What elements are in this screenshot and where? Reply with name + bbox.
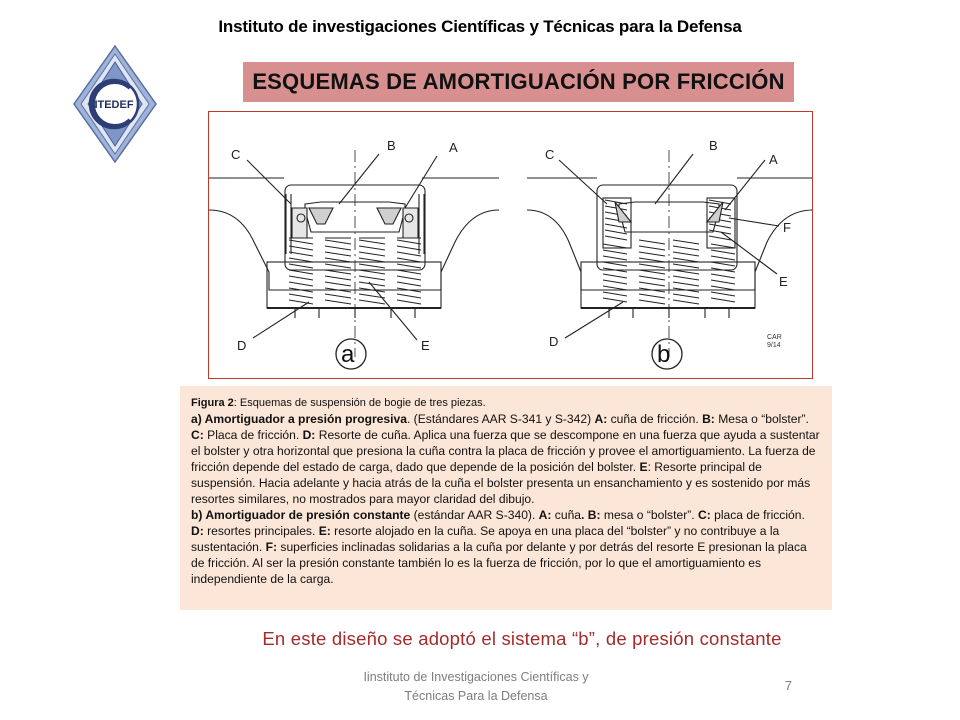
caption-figure-label: Figura 2	[191, 397, 234, 409]
conclusion-text: En este diseño se adoptó el sistema “b”, de presión constante	[262, 628, 782, 649]
footer-institute	[340, 668, 612, 706]
figure-caption	[180, 386, 832, 610]
suspension-figure	[208, 111, 813, 379]
svg-text:D: D	[237, 338, 247, 353]
slide-title: ESQUEMAS DE AMORTIGUACIÓN POR FRICCIÓN	[243, 62, 794, 102]
svg-text:a: a	[341, 341, 355, 368]
svg-text:ITEDEF: ITEDEF	[94, 99, 134, 111]
footer-line-2: Técnicas Para la Defensa	[404, 689, 548, 703]
svg-text:C: C	[231, 147, 241, 162]
page-number: 7	[784, 678, 792, 693]
itedef-logo	[70, 44, 160, 164]
caption-paragraph-a: a) Amortiguador a presión progresiva. (Estándares AAR S-341 y S-342) A: cuña de fricción. B: Mesa o “bolster”. C: Placa de fricción. D: Resorte de cuña. Aplica una fuerza que se descompone en una fuerza que ayuda a sustentar el bolster y otra horizontal que presiona la cuña contra la placa de fricción y provee el amortiguamiento. La fuerza de fricción depende del estado de carga, dado que depende de la posición del bolster. E: Resorte principal de suspensión. Hacia adelante y hacia atrás de la cuña el bolster presenta un ensanchamiento y es sostenido por más resortes similares, no mostrados para mayor claridad del dibujo.	[191, 412, 820, 506]
svg-text:A: A	[769, 152, 778, 167]
svg-text:A: A	[449, 140, 458, 155]
svg-text:9/14: 9/14	[767, 342, 781, 349]
svg-text:E: E	[779, 274, 788, 289]
diagram-a	[209, 150, 499, 369]
footer-line-1: Iinstituto de Investigaciones Científicas y	[363, 670, 589, 684]
svg-text:b: b	[657, 341, 671, 368]
svg-text:F: F	[783, 220, 791, 235]
svg-text:CAR: CAR	[767, 334, 782, 341]
caption-figure-title: : Esquemas de suspensión de bogie de tres piezas.	[233, 397, 486, 409]
svg-text:C: C	[545, 147, 555, 162]
svg-text:B: B	[709, 138, 718, 153]
svg-text:E: E	[421, 338, 430, 353]
institute-header: Instituto de investigaciones Científicas y Técnicas para la Defensa	[218, 17, 742, 36]
caption-paragraph-b: b) Amortiguador de presión constante (estándar AAR S-340). A: cuña. B: mesa o “bolster”. C: placa de fricción. D: resortes principales. E: resorte alojado en la cuña. Se apoya en una placa del “bolster” y no contribuye a la sustentación. F: superficies inclinadas solidarias a la cuña por delante y por detrás del resorte E presionan la placa de fricción. Al ser la presión constante también lo es la fuerza de fricción, por lo que el amortiguamiento es independiente de la carga.	[191, 508, 807, 586]
svg-text:B: B	[387, 138, 396, 153]
svg-text:D: D	[549, 334, 559, 349]
